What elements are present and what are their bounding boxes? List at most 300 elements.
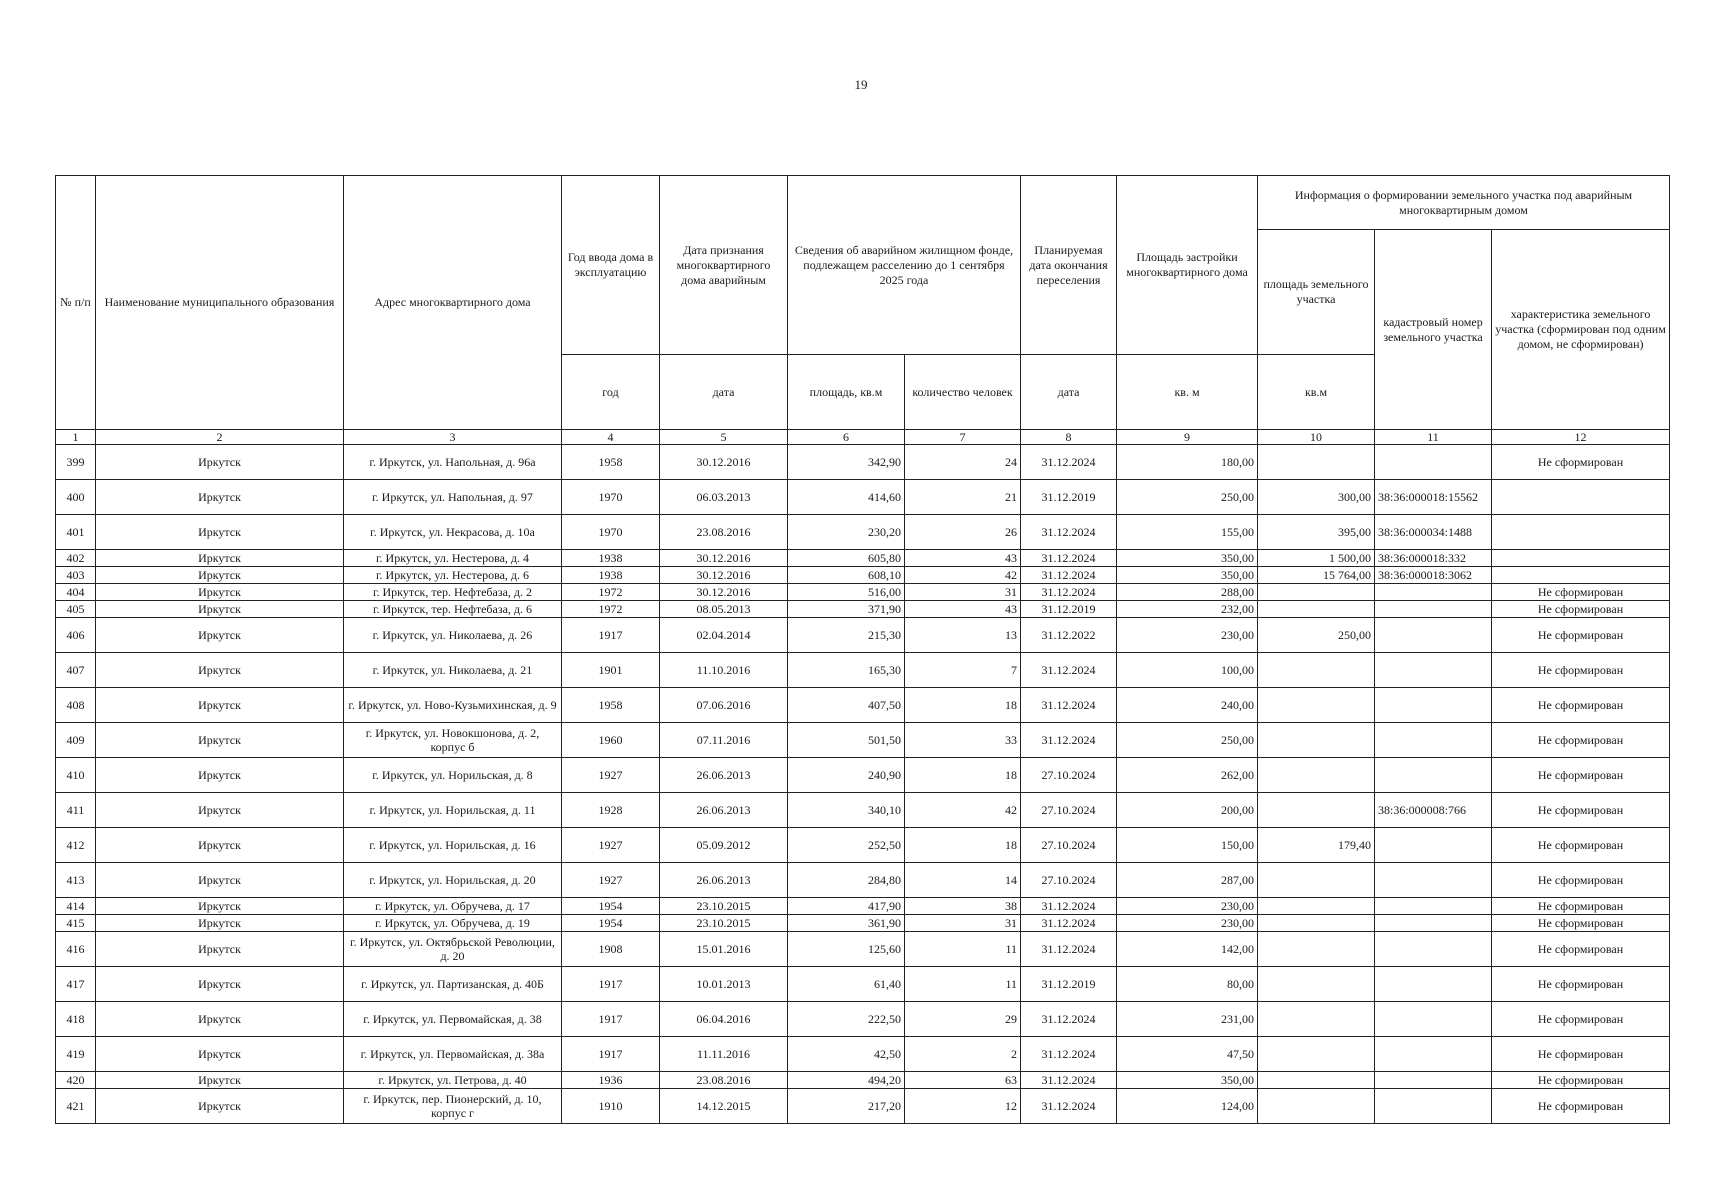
table-row <box>56 618 1670 653</box>
cell-cadastral-number <box>1375 828 1492 863</box>
cell-row-number: 414 <box>56 898 96 915</box>
cell-land-characteristic <box>1492 550 1670 567</box>
cell-land-characteristic: Не сформирован <box>1492 828 1670 863</box>
cell-people-count: 7 <box>905 653 1021 688</box>
cell-people-count: 43 <box>905 550 1021 567</box>
header-address: Адрес многоквартирного дома <box>344 176 562 430</box>
cell-land-characteristic: Не сформирован <box>1492 793 1670 828</box>
cell-cadastral-number <box>1375 932 1492 967</box>
table-row <box>56 567 1670 584</box>
cell-row-number: 408 <box>56 688 96 723</box>
col-number: 5 <box>660 430 788 445</box>
header-year: Год ввода дома в эксплуатацию <box>562 176 660 355</box>
cell-people-count: 18 <box>905 758 1021 793</box>
cell-municipality: Иркутск <box>96 932 344 967</box>
cell-land-characteristic: Не сформирован <box>1492 863 1670 898</box>
cell-address: г. Иркутск, пер. Пионерский, д. 10, корпус г <box>344 1089 562 1124</box>
cell-address: г. Иркутск, ул. Нестерова, д. 4 <box>344 550 562 567</box>
cell-fund-area: 284,80 <box>788 863 905 898</box>
cell-land-characteristic: Не сформирован <box>1492 932 1670 967</box>
table-row <box>56 480 1670 515</box>
cell-fund-area: 125,60 <box>788 932 905 967</box>
cell-cadastral-number <box>1375 758 1492 793</box>
cell-year: 1917 <box>562 618 660 653</box>
cell-people-count: 11 <box>905 932 1021 967</box>
col-number: 7 <box>905 430 1021 445</box>
cell-cadastral-number <box>1375 688 1492 723</box>
cell-building-area: 230,00 <box>1117 618 1258 653</box>
cell-land-characteristic: Не сформирован <box>1492 723 1670 758</box>
cell-row-number: 403 <box>56 567 96 584</box>
cell-people-count: 12 <box>905 1089 1021 1124</box>
cell-municipality: Иркутск <box>96 967 344 1002</box>
cell-municipality: Иркутск <box>96 618 344 653</box>
cell-address: г. Иркутск, ул. Николаева, д. 26 <box>344 618 562 653</box>
cell-recognition-date: 23.10.2015 <box>660 898 788 915</box>
cell-row-number: 401 <box>56 515 96 550</box>
cell-planned-date: 31.12.2024 <box>1021 653 1117 688</box>
cell-row-number: 415 <box>56 915 96 932</box>
cell-planned-date: 31.12.2024 <box>1021 567 1117 584</box>
cell-municipality: Иркутск <box>96 688 344 723</box>
cell-building-area: 350,00 <box>1117 550 1258 567</box>
cell-people-count: 11 <box>905 967 1021 1002</box>
cell-year: 1917 <box>562 967 660 1002</box>
cell-fund-area: 340,10 <box>788 793 905 828</box>
cell-recognition-date: 11.11.2016 <box>660 1037 788 1072</box>
cell-municipality: Иркутск <box>96 1037 344 1072</box>
col-number: 6 <box>788 430 905 445</box>
cell-recognition-date: 07.11.2016 <box>660 723 788 758</box>
cell-people-count: 18 <box>905 828 1021 863</box>
cell-fund-area: 342,90 <box>788 445 905 480</box>
cell-building-area: 250,00 <box>1117 723 1258 758</box>
cell-address: г. Иркутск, ул. Обручева, д. 17 <box>344 898 562 915</box>
cell-fund-area: 501,50 <box>788 723 905 758</box>
unit-building-kvm: кв. м <box>1117 355 1258 430</box>
cell-fund-area: 215,30 <box>788 618 905 653</box>
table-row <box>56 898 1670 915</box>
cell-recognition-date: 08.05.2013 <box>660 601 788 618</box>
cell-land-area <box>1258 932 1375 967</box>
cell-cadastral-number: 38:36:000018:332 <box>1375 550 1492 567</box>
cell-cadastral-number: 38:36:000034:1488 <box>1375 515 1492 550</box>
cell-address: г. Иркутск, ул. Обручева, д. 19 <box>344 915 562 932</box>
cell-year: 1908 <box>562 932 660 967</box>
col-number: 2 <box>96 430 344 445</box>
table-row <box>56 601 1670 618</box>
cell-municipality: Иркутск <box>96 550 344 567</box>
cell-building-area: 142,00 <box>1117 932 1258 967</box>
cell-recognition-date: 06.04.2016 <box>660 1002 788 1037</box>
table-row <box>56 828 1670 863</box>
cell-planned-date: 27.10.2024 <box>1021 828 1117 863</box>
cell-year: 1927 <box>562 863 660 898</box>
emergency-housing-table <box>55 175 1670 1124</box>
cell-people-count: 2 <box>905 1037 1021 1072</box>
cell-recognition-date: 23.08.2016 <box>660 515 788 550</box>
table-row <box>56 584 1670 601</box>
unit-planned-date: дата <box>1021 355 1117 430</box>
cell-building-area: 350,00 <box>1117 1072 1258 1089</box>
cell-building-area: 288,00 <box>1117 584 1258 601</box>
cell-address: г. Иркутск, ул. Напольная, д. 97 <box>344 480 562 515</box>
cell-municipality: Иркутск <box>96 1072 344 1089</box>
cell-land-characteristic <box>1492 515 1670 550</box>
cell-address: г. Иркутск, ул. Первомайская, д. 38 <box>344 1002 562 1037</box>
cell-address: г. Иркутск, ул. Норильская, д. 20 <box>344 863 562 898</box>
cell-land-area: 1 500,00 <box>1258 550 1375 567</box>
cell-municipality: Иркутск <box>96 567 344 584</box>
table-row <box>56 758 1670 793</box>
cell-people-count: 21 <box>905 480 1021 515</box>
cell-year: 1917 <box>562 1002 660 1037</box>
header-land-info: Информация о формировании земельного участка под аварийным многоквартирным домом <box>1258 176 1670 230</box>
cell-recognition-date: 26.06.2013 <box>660 863 788 898</box>
cell-municipality: Иркутск <box>96 653 344 688</box>
cell-row-number: 406 <box>56 618 96 653</box>
cell-year: 1910 <box>562 1089 660 1124</box>
cell-land-characteristic: Не сформирован <box>1492 1002 1670 1037</box>
table-row <box>56 1002 1670 1037</box>
col-number: 9 <box>1117 430 1258 445</box>
cell-planned-date: 31.12.2019 <box>1021 967 1117 1002</box>
cell-recognition-date: 30.12.2016 <box>660 567 788 584</box>
header-land-char: характеристика земельного участка (сформирован под одним домом, не сформирован) <box>1492 230 1670 430</box>
cell-cadastral-number: 38:36:000008:766 <box>1375 793 1492 828</box>
cell-planned-date: 31.12.2022 <box>1021 618 1117 653</box>
col-number: 4 <box>562 430 660 445</box>
cell-address: г. Иркутск, ул. Некрасова, д. 10а <box>344 515 562 550</box>
cell-planned-date: 27.10.2024 <box>1021 793 1117 828</box>
header-fund-info: Сведения об аварийном жилищном фонде, подлежащем расселению до 1 сентября 2025 года <box>788 176 1021 355</box>
cell-row-number: 418 <box>56 1002 96 1037</box>
column-number-row <box>56 430 1670 445</box>
unit-year: год <box>562 355 660 430</box>
cell-land-characteristic: Не сформирован <box>1492 618 1670 653</box>
cell-recognition-date: 06.03.2013 <box>660 480 788 515</box>
cell-recognition-date: 11.10.2016 <box>660 653 788 688</box>
cell-land-characteristic <box>1492 480 1670 515</box>
cell-year: 1972 <box>562 601 660 618</box>
cell-year: 1927 <box>562 828 660 863</box>
cell-land-area <box>1258 1072 1375 1089</box>
cell-address: г. Иркутск, ул. Нестерова, д. 6 <box>344 567 562 584</box>
cell-municipality: Иркутск <box>96 584 344 601</box>
cell-cadastral-number <box>1375 445 1492 480</box>
cell-people-count: 33 <box>905 723 1021 758</box>
cell-recognition-date: 15.01.2016 <box>660 932 788 967</box>
cell-fund-area: 608,10 <box>788 567 905 584</box>
cell-people-count: 24 <box>905 445 1021 480</box>
cell-people-count: 26 <box>905 515 1021 550</box>
cell-municipality: Иркутск <box>96 758 344 793</box>
cell-year: 1936 <box>562 1072 660 1089</box>
cell-building-area: 250,00 <box>1117 480 1258 515</box>
table-row <box>56 550 1670 567</box>
cell-row-number: 402 <box>56 550 96 567</box>
cell-cadastral-number <box>1375 618 1492 653</box>
cell-year: 1954 <box>562 915 660 932</box>
unit-people: количество человек <box>905 355 1021 430</box>
table-row <box>56 445 1670 480</box>
cell-people-count: 43 <box>905 601 1021 618</box>
cell-land-area <box>1258 967 1375 1002</box>
page-number: 19 <box>854 77 868 92</box>
cell-address: г. Иркутск, ул. Партизанская, д. 40Б <box>344 967 562 1002</box>
cell-cadastral-number <box>1375 653 1492 688</box>
cell-planned-date: 31.12.2019 <box>1021 480 1117 515</box>
cell-cadastral-number <box>1375 1002 1492 1037</box>
cell-address: г. Иркутск, ул. Новокшонова, д. 2, корпус б <box>344 723 562 758</box>
cell-cadastral-number <box>1375 584 1492 601</box>
cell-building-area: 155,00 <box>1117 515 1258 550</box>
cell-planned-date: 31.12.2024 <box>1021 550 1117 567</box>
cell-address: г. Иркутск, тер. Нефтебаза, д. 2 <box>344 584 562 601</box>
cell-people-count: 13 <box>905 618 1021 653</box>
cell-row-number: 405 <box>56 601 96 618</box>
table-row <box>56 915 1670 932</box>
cell-building-area: 150,00 <box>1117 828 1258 863</box>
table-row <box>56 1072 1670 1089</box>
cell-row-number: 416 <box>56 932 96 967</box>
cell-planned-date: 31.12.2024 <box>1021 1002 1117 1037</box>
table-row <box>56 793 1670 828</box>
cell-people-count: 38 <box>905 898 1021 915</box>
cell-row-number: 400 <box>56 480 96 515</box>
cell-fund-area: 361,90 <box>788 915 905 932</box>
cell-people-count: 29 <box>905 1002 1021 1037</box>
cell-land-area <box>1258 1002 1375 1037</box>
cell-municipality: Иркутск <box>96 445 344 480</box>
cell-land-area <box>1258 915 1375 932</box>
cell-fund-area: 407,50 <box>788 688 905 723</box>
cell-recognition-date: 05.09.2012 <box>660 828 788 863</box>
cell-building-area: 240,00 <box>1117 688 1258 723</box>
cell-municipality: Иркутск <box>96 601 344 618</box>
cell-cadastral-number: 38:36:000018:15562 <box>1375 480 1492 515</box>
col-number: 11 <box>1375 430 1492 445</box>
unit-land-kvm: кв.м <box>1258 355 1375 430</box>
cell-year: 1960 <box>562 723 660 758</box>
cell-year: 1938 <box>562 567 660 584</box>
cell-planned-date: 31.12.2024 <box>1021 898 1117 915</box>
cell-address: г. Иркутск, ул. Норильская, д. 8 <box>344 758 562 793</box>
cell-planned-date: 31.12.2024 <box>1021 1072 1117 1089</box>
cell-land-characteristic: Не сформирован <box>1492 898 1670 915</box>
cell-recognition-date: 23.08.2016 <box>660 1072 788 1089</box>
cell-land-area <box>1258 1037 1375 1072</box>
cell-municipality: Иркутск <box>96 828 344 863</box>
cell-municipality: Иркутск <box>96 863 344 898</box>
cell-recognition-date: 07.06.2016 <box>660 688 788 723</box>
cell-year: 1972 <box>562 584 660 601</box>
cell-land-area <box>1258 445 1375 480</box>
cell-planned-date: 31.12.2024 <box>1021 915 1117 932</box>
cell-people-count: 18 <box>905 688 1021 723</box>
cell-building-area: 200,00 <box>1117 793 1258 828</box>
cell-building-area: 47,50 <box>1117 1037 1258 1072</box>
table-row <box>56 1089 1670 1124</box>
cell-planned-date: 31.12.2019 <box>1021 601 1117 618</box>
cell-municipality: Иркутск <box>96 1089 344 1124</box>
cell-land-area: 395,00 <box>1258 515 1375 550</box>
cell-planned-date: 31.12.2024 <box>1021 723 1117 758</box>
cell-land-area <box>1258 898 1375 915</box>
cell-recognition-date: 30.12.2016 <box>660 584 788 601</box>
cell-fund-area: 494,20 <box>788 1072 905 1089</box>
cell-building-area: 350,00 <box>1117 567 1258 584</box>
cell-cadastral-number <box>1375 898 1492 915</box>
cell-land-area <box>1258 653 1375 688</box>
col-number: 8 <box>1021 430 1117 445</box>
table-row <box>56 932 1670 967</box>
cell-building-area: 124,00 <box>1117 1089 1258 1124</box>
cell-year: 1970 <box>562 515 660 550</box>
cell-row-number: 421 <box>56 1089 96 1124</box>
cell-cadastral-number: 38:36:000018:3062 <box>1375 567 1492 584</box>
cell-recognition-date: 23.10.2015 <box>660 915 788 932</box>
cell-cadastral-number <box>1375 1089 1492 1124</box>
cell-land-characteristic: Не сформирован <box>1492 915 1670 932</box>
cell-fund-area: 230,20 <box>788 515 905 550</box>
cell-people-count: 42 <box>905 793 1021 828</box>
cell-people-count: 31 <box>905 584 1021 601</box>
cell-land-area: 15 764,00 <box>1258 567 1375 584</box>
cell-address: г. Иркутск, ул. Петрова, д. 40 <box>344 1072 562 1089</box>
cell-land-area: 250,00 <box>1258 618 1375 653</box>
cell-year: 1970 <box>562 480 660 515</box>
header-land-area: площадь земельного участка <box>1258 230 1375 355</box>
cell-land-characteristic: Не сформирован <box>1492 1037 1670 1072</box>
header-recognition-date: Дата признания многоквартирного дома аварийным <box>660 176 788 355</box>
col-number: 1 <box>56 430 96 445</box>
cell-row-number: 409 <box>56 723 96 758</box>
cell-fund-area: 42,50 <box>788 1037 905 1072</box>
cell-building-area: 262,00 <box>1117 758 1258 793</box>
cell-address: г. Иркутск, ул. Напольная, д. 96а <box>344 445 562 480</box>
cell-land-characteristic: Не сформирован <box>1492 445 1670 480</box>
cell-building-area: 230,00 <box>1117 898 1258 915</box>
cell-fund-area: 217,20 <box>788 1089 905 1124</box>
col-number: 10 <box>1258 430 1375 445</box>
cell-cadastral-number <box>1375 967 1492 1002</box>
cell-address: г. Иркутск, ул. Николаева, д. 21 <box>344 653 562 688</box>
cell-year: 1958 <box>562 445 660 480</box>
cell-recognition-date: 14.12.2015 <box>660 1089 788 1124</box>
cell-land-area <box>1258 601 1375 618</box>
cell-year: 1958 <box>562 688 660 723</box>
cell-recognition-date: 26.06.2013 <box>660 758 788 793</box>
table-row <box>56 723 1670 758</box>
cell-planned-date: 31.12.2024 <box>1021 515 1117 550</box>
cell-address: г. Иркутск, тер. Нефтебаза, д. 6 <box>344 601 562 618</box>
cell-planned-date: 27.10.2024 <box>1021 863 1117 898</box>
table-row <box>56 967 1670 1002</box>
cell-recognition-date: 30.12.2016 <box>660 550 788 567</box>
cell-fund-area: 222,50 <box>788 1002 905 1037</box>
cell-row-number: 419 <box>56 1037 96 1072</box>
cell-building-area: 180,00 <box>1117 445 1258 480</box>
cell-people-count: 42 <box>905 567 1021 584</box>
cell-cadastral-number <box>1375 915 1492 932</box>
cell-municipality: Иркутск <box>96 480 344 515</box>
cell-address: г. Иркутск, ул. Первомайская, д. 38а <box>344 1037 562 1072</box>
unit-area: площадь, кв.м <box>788 355 905 430</box>
cell-planned-date: 27.10.2024 <box>1021 758 1117 793</box>
cell-fund-area: 605,80 <box>788 550 905 567</box>
cell-cadastral-number <box>1375 723 1492 758</box>
cell-land-characteristic: Не сформирован <box>1492 967 1670 1002</box>
header-building-area: Площадь застройки многоквартирного дома <box>1117 176 1258 355</box>
cell-people-count: 63 <box>905 1072 1021 1089</box>
cell-address: г. Иркутск, ул. Ново-Кузьмихинская, д. 9 <box>344 688 562 723</box>
cell-planned-date: 31.12.2024 <box>1021 1089 1117 1124</box>
cell-land-area <box>1258 688 1375 723</box>
cell-building-area: 231,00 <box>1117 1002 1258 1037</box>
cell-fund-area: 371,90 <box>788 601 905 618</box>
cell-land-area <box>1258 793 1375 828</box>
cell-building-area: 287,00 <box>1117 863 1258 898</box>
cell-recognition-date: 30.12.2016 <box>660 445 788 480</box>
cell-land-characteristic: Не сформирован <box>1492 601 1670 618</box>
table-row <box>56 688 1670 723</box>
cell-land-area <box>1258 1089 1375 1124</box>
col-number: 3 <box>344 430 562 445</box>
cell-year: 1954 <box>562 898 660 915</box>
cell-land-area: 300,00 <box>1258 480 1375 515</box>
cell-row-number: 413 <box>56 863 96 898</box>
cell-fund-area: 516,00 <box>788 584 905 601</box>
cell-address: г. Иркутск, ул. Октябрьской Революции, д. 20 <box>344 932 562 967</box>
cell-land-characteristic: Не сформирован <box>1492 758 1670 793</box>
cell-row-number: 411 <box>56 793 96 828</box>
cell-land-area <box>1258 758 1375 793</box>
cell-fund-area: 252,50 <box>788 828 905 863</box>
cell-row-number: 412 <box>56 828 96 863</box>
header-num: № п/п <box>56 176 96 430</box>
cell-land-characteristic: Не сформирован <box>1492 1089 1670 1124</box>
cell-land-characteristic: Не сформирован <box>1492 584 1670 601</box>
cell-planned-date: 31.12.2024 <box>1021 1037 1117 1072</box>
cell-row-number: 410 <box>56 758 96 793</box>
cell-land-characteristic: Не сформирован <box>1492 1072 1670 1089</box>
table-row <box>56 515 1670 550</box>
cell-planned-date: 31.12.2024 <box>1021 445 1117 480</box>
cell-municipality: Иркутск <box>96 793 344 828</box>
cell-fund-area: 165,30 <box>788 653 905 688</box>
cell-year: 1917 <box>562 1037 660 1072</box>
cell-recognition-date: 26.06.2013 <box>660 793 788 828</box>
cell-people-count: 31 <box>905 915 1021 932</box>
cell-year: 1901 <box>562 653 660 688</box>
cell-row-number: 404 <box>56 584 96 601</box>
header-cadastral: кадастровый номер земельного участка <box>1375 230 1492 430</box>
cell-address: г. Иркутск, ул. Норильская, д. 11 <box>344 793 562 828</box>
cell-land-area: 179,40 <box>1258 828 1375 863</box>
cell-land-characteristic <box>1492 567 1670 584</box>
cell-building-area: 80,00 <box>1117 967 1258 1002</box>
cell-recognition-date: 10.01.2013 <box>660 967 788 1002</box>
table-row <box>56 653 1670 688</box>
unit-date: дата <box>660 355 788 430</box>
cell-municipality: Иркутск <box>96 898 344 915</box>
cell-municipality: Иркутск <box>96 1002 344 1037</box>
cell-building-area: 232,00 <box>1117 601 1258 618</box>
cell-cadastral-number <box>1375 863 1492 898</box>
table-row <box>56 1037 1670 1072</box>
cell-row-number: 420 <box>56 1072 96 1089</box>
